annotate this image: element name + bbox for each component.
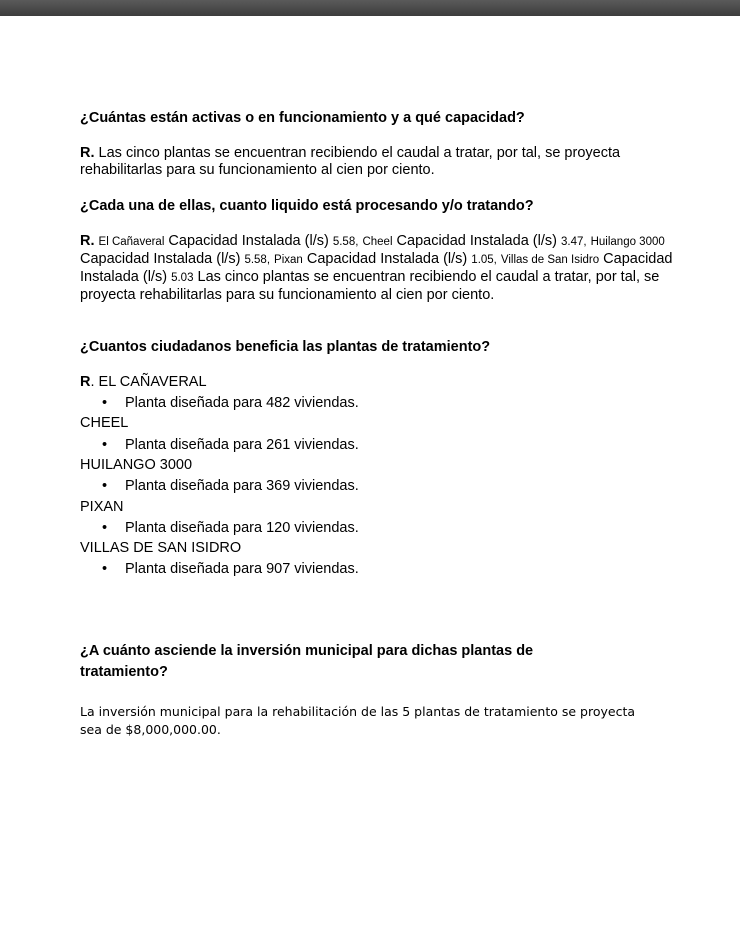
question-3: ¿Cuantos ciudadanos beneficia las plantas de tratamiento? <box>80 339 491 355</box>
answer-prefix: R <box>80 374 91 390</box>
capacity-label: Capacidad Instalada (l/s) <box>396 233 557 249</box>
list-item-text: Planta diseñada para 261 viviendas. <box>125 437 359 453</box>
capacity-value: 1.05, <box>471 254 497 266</box>
list-item-text: Planta diseñada para 907 viviendas. <box>125 561 359 577</box>
answer-prefix: R. <box>80 145 95 161</box>
bullet-icon: • <box>102 437 108 453</box>
plant-name: El Cañaveral <box>98 236 165 248</box>
question-4-line-1: ¿A cuánto asciende la inversión municipal para dichas plantas de <box>80 643 534 659</box>
answer-1 <box>80 145 680 179</box>
answer-prefix: R. <box>80 233 95 249</box>
question-1: ¿Cuántas están activas o en funcionamiento y a qué capacidad? <box>80 110 525 126</box>
plant-name: Cheel <box>362 236 393 248</box>
plant-name: Pixan <box>274 254 303 266</box>
capacity-label: Capacidad Instalada (l/s) <box>168 233 329 249</box>
list-item <box>102 436 359 454</box>
list-item-text: Planta diseñada para 120 viviendas. <box>125 520 359 536</box>
capacity-value: 5.58, <box>244 254 271 266</box>
question-2: ¿Cada una de ellas, cuanto liquido está procesando y/o tratando? <box>80 198 534 214</box>
plant-name: Villas de San Isidro <box>500 254 600 266</box>
capacity-label: Capacidad Instalada (l/s) <box>80 251 241 267</box>
plant-heading: VILLAS DE SAN ISIDRO <box>80 540 242 556</box>
capacity-label: Capacidad Instalada (l/s) <box>80 251 673 285</box>
plant-heading: CHEEL <box>80 415 129 431</box>
answer-1-text: Las cinco plantas se encuentran recibiendo el caudal a tratar, por tal, se proyecta rehabilitarlas para su funcionamiento al cien por ciento. <box>80 145 621 178</box>
capacity-label: Capacidad Instalada (l/s) <box>306 251 468 267</box>
list-item <box>102 560 359 578</box>
bullet-icon: • <box>102 561 108 577</box>
plant-name: Huilango 3000 <box>590 236 665 248</box>
bullet-icon: • <box>102 395 108 411</box>
answer-4-line-2: sea de $8,000,000.00. <box>80 722 221 737</box>
capacity-value: 5.03 <box>171 272 194 284</box>
window-top-bar <box>0 0 740 16</box>
answer-4-line-1: La inversión municipal para la rehabilitación de las 5 plantas de tratamiento se proyecta <box>80 704 636 719</box>
list-item-text: Planta diseñada para 482 viviendas. <box>125 395 359 411</box>
capacity-value: 5.58, <box>332 236 359 248</box>
plant-heading <box>80 373 207 391</box>
plant-heading: HUILANGO 3000 <box>80 457 193 473</box>
bullet-icon: • <box>102 478 108 494</box>
plant-heading: PIXAN <box>80 499 124 515</box>
bullet-icon: • <box>102 520 108 536</box>
list-item <box>102 477 359 495</box>
list-item-text: Planta diseñada para 369 viviendas. <box>125 478 359 494</box>
answer-2-tail: Las cinco plantas se encuentran recibiendo el caudal a tratar, por tal, se proyecta rehabilitarlas para su funcionamiento al cien por ciento. <box>80 269 660 303</box>
list-item <box>102 519 359 537</box>
capacity-value: 3.47, <box>560 236 587 248</box>
answer-2 <box>80 233 680 304</box>
list-item <box>102 394 359 412</box>
plant-heading-text: . EL CAÑAVERAL <box>90 374 207 390</box>
question-4-line-2: tratamiento? <box>80 664 168 680</box>
